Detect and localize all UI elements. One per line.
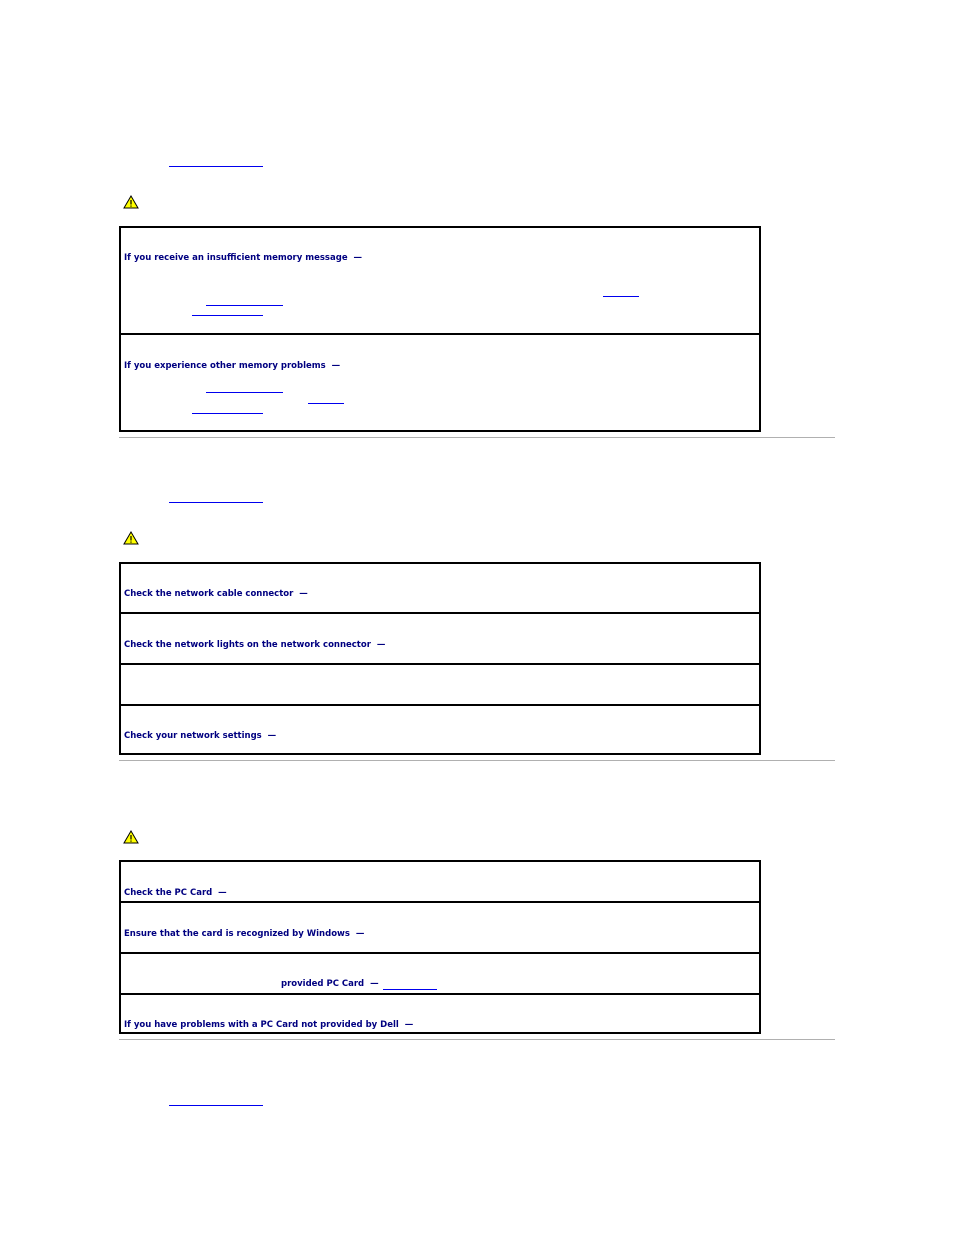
table-row-divider	[121, 993, 759, 995]
memory-link-2[interactable]	[603, 296, 639, 297]
warning-triangle-icon	[123, 830, 139, 844]
memory-troubleshooting-table	[119, 226, 761, 432]
memory-link-6[interactable]	[192, 413, 263, 414]
network-section-link[interactable]	[169, 502, 263, 503]
section-divider	[119, 437, 835, 438]
memory-other-problems-label: If you experience other memory problems —	[124, 361, 341, 371]
memory-insufficient-label: If you receive an insufficient memory message —	[124, 253, 362, 263]
next-section-link[interactable]	[169, 1105, 263, 1106]
pccard-not-dell-label: If you have problems with a PC Card not provided by Dell —	[124, 1020, 414, 1030]
warning-triangle-icon	[123, 531, 139, 545]
memory-link-1[interactable]	[206, 305, 283, 306]
pccard-provided-label: provided PC Card —	[281, 979, 379, 989]
section-divider	[119, 760, 835, 761]
network-cable-connector-label: Check the network cable connector —	[124, 589, 308, 599]
pccard-check-label: Check the PC Card —	[124, 888, 227, 898]
table-row-divider	[121, 333, 759, 335]
table-row-divider	[121, 663, 759, 665]
pccard-windows-recognized-label: Ensure that the card is recognized by Windows —	[124, 929, 365, 939]
memory-section-link[interactable]	[169, 166, 263, 167]
network-troubleshooting-table	[119, 562, 761, 755]
pccard-provided-link[interactable]	[383, 989, 437, 990]
table-row-divider	[121, 952, 759, 954]
warning-triangle-icon	[123, 195, 139, 209]
memory-link-3[interactable]	[192, 315, 263, 316]
network-lights-label: Check the network lights on the network connector —	[124, 640, 386, 650]
section-divider	[119, 1039, 835, 1040]
memory-link-4[interactable]	[206, 392, 283, 393]
network-settings-label: Check your network settings —	[124, 731, 277, 741]
table-row-divider	[121, 704, 759, 706]
table-row-divider	[121, 901, 759, 903]
table-row-divider	[121, 612, 759, 614]
pccard-troubleshooting-table	[119, 860, 761, 1034]
memory-link-5[interactable]	[308, 403, 344, 404]
